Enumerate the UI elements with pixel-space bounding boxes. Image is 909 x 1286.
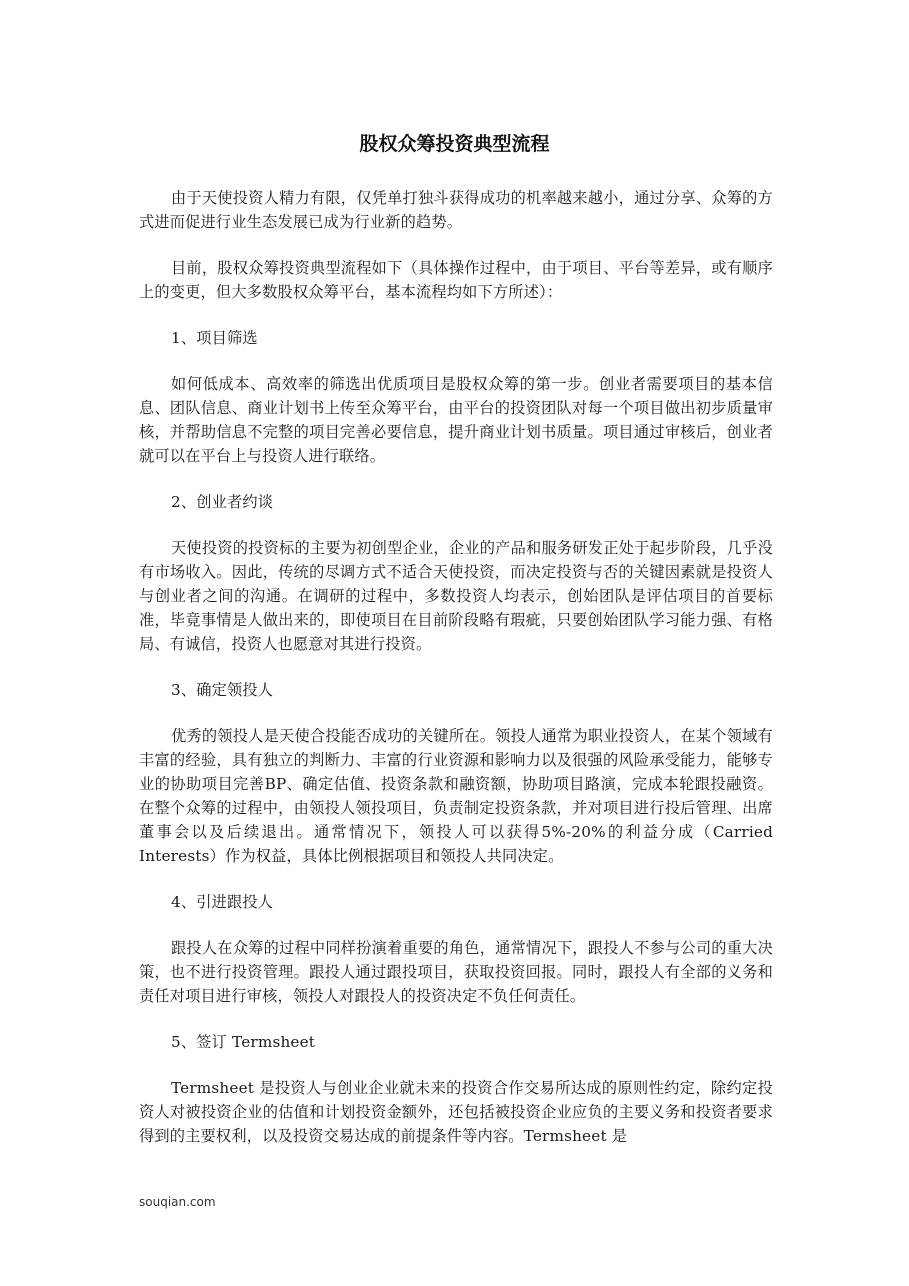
paragraph-lead-investor: 优秀的领投人是天使合投能否成功的关键所在。领投人通常为职业投资人，在某个领域有丰富的经验，具有独立的判断力、丰富的行业资源和影响力以及很强的风险承受能力，能够专业的协助项目完善BP、确定估值、投资条款和融资额，协助项目路演，完成本轮跟投融资。在整个众筹的过程中，由领投人领投项目，负责制定投资条款，并对项目进行投后管理、出席董事会以及后续退出。通常情况下，领投人可以获得5%-20%的利益分成（Carried Interests）作为权益，具体比例根据项目和领投人共同决定。 xyxy=(139,727,773,865)
paragraph-termsheet: Termsheet 是投资人与创业企业就未来的投资合作交易所达成的原则性约定，除约定投资人对被投资企业的估值和计划投资金额外，还包括被投资企业应负的主要义务和投资者要求得到的主要权利，以及投资交易达成的前提条件等内容。Termsheet 是 xyxy=(139,1079,773,1145)
paragraph-overview: 目前，股权众筹投资典型流程如下（具体操作过程中，由于项目、平台等差异，或有顺序上的变更，但大多数股权众筹平台，基本流程均如下方所述）： xyxy=(139,259,773,301)
paragraph-project-screening: 如何低成本、高效率的筛选出优质项目是股权众筹的第一步。创业者需要项目的基本信息、团队信息、商业计划书上传至众筹平台，由平台的投资团队对每一个项目做出初步质量审核，并帮助信息不完整的项目完善必要信息，提升商业计划书质量。项目通过审核后，创业者就可以在平台上与投资人进行联络。 xyxy=(139,375,773,465)
document-title: 股权众筹投资典型流程 xyxy=(359,133,550,155)
paragraph-founder-interview: 天使投资的投资标的主要为初创型企业，企业的产品和服务研发正处于起步阶段，几乎没有市场收入。因此，传统的尽调方式不适合天使投资，而决定投资与否的关键因素就是投资人与创业者之间的沟通。在调研的过程中，多数投资人均表示，创始团队是评估项目的首要标准，毕竟事情是人做出来的，即使项目在目前阶段略有瑕疵，只要创始团队学习能力强、有格局、有诚信，投资人也愿意对其进行投资。 xyxy=(139,539,773,653)
section-heading-follow-investors: 4、引进跟投人 xyxy=(171,893,274,911)
section-heading-termsheet: 5、签订 Termsheet xyxy=(171,1033,316,1051)
footer-source-label: souqian.com xyxy=(139,1195,216,1209)
document-body xyxy=(139,186,773,1170)
section-heading-founder-interview: 2、创业者约谈 xyxy=(171,493,274,511)
section-heading-lead-investor: 3、确定领投人 xyxy=(171,681,274,699)
paragraph-follow-investors: 跟投人在众筹的过程中同样扮演着重要的角色，通常情况下，跟投人不参与公司的重大决策，也不进行投资管理。跟投人通过跟投项目，获取投资回报。同时，跟投人有全部的义务和责任对项目进行审核，领投人对跟投人的投资决定不负任何责任。 xyxy=(139,939,773,1005)
paragraph-intro: 由于天使投资人精力有限，仅凭单打独斗获得成功的机率越来越小，通过分享、众筹的方式进而促进行业生态发展已成为行业新的趋势。 xyxy=(139,189,773,231)
section-heading-project-screening: 1、项目筛选 xyxy=(171,329,258,347)
